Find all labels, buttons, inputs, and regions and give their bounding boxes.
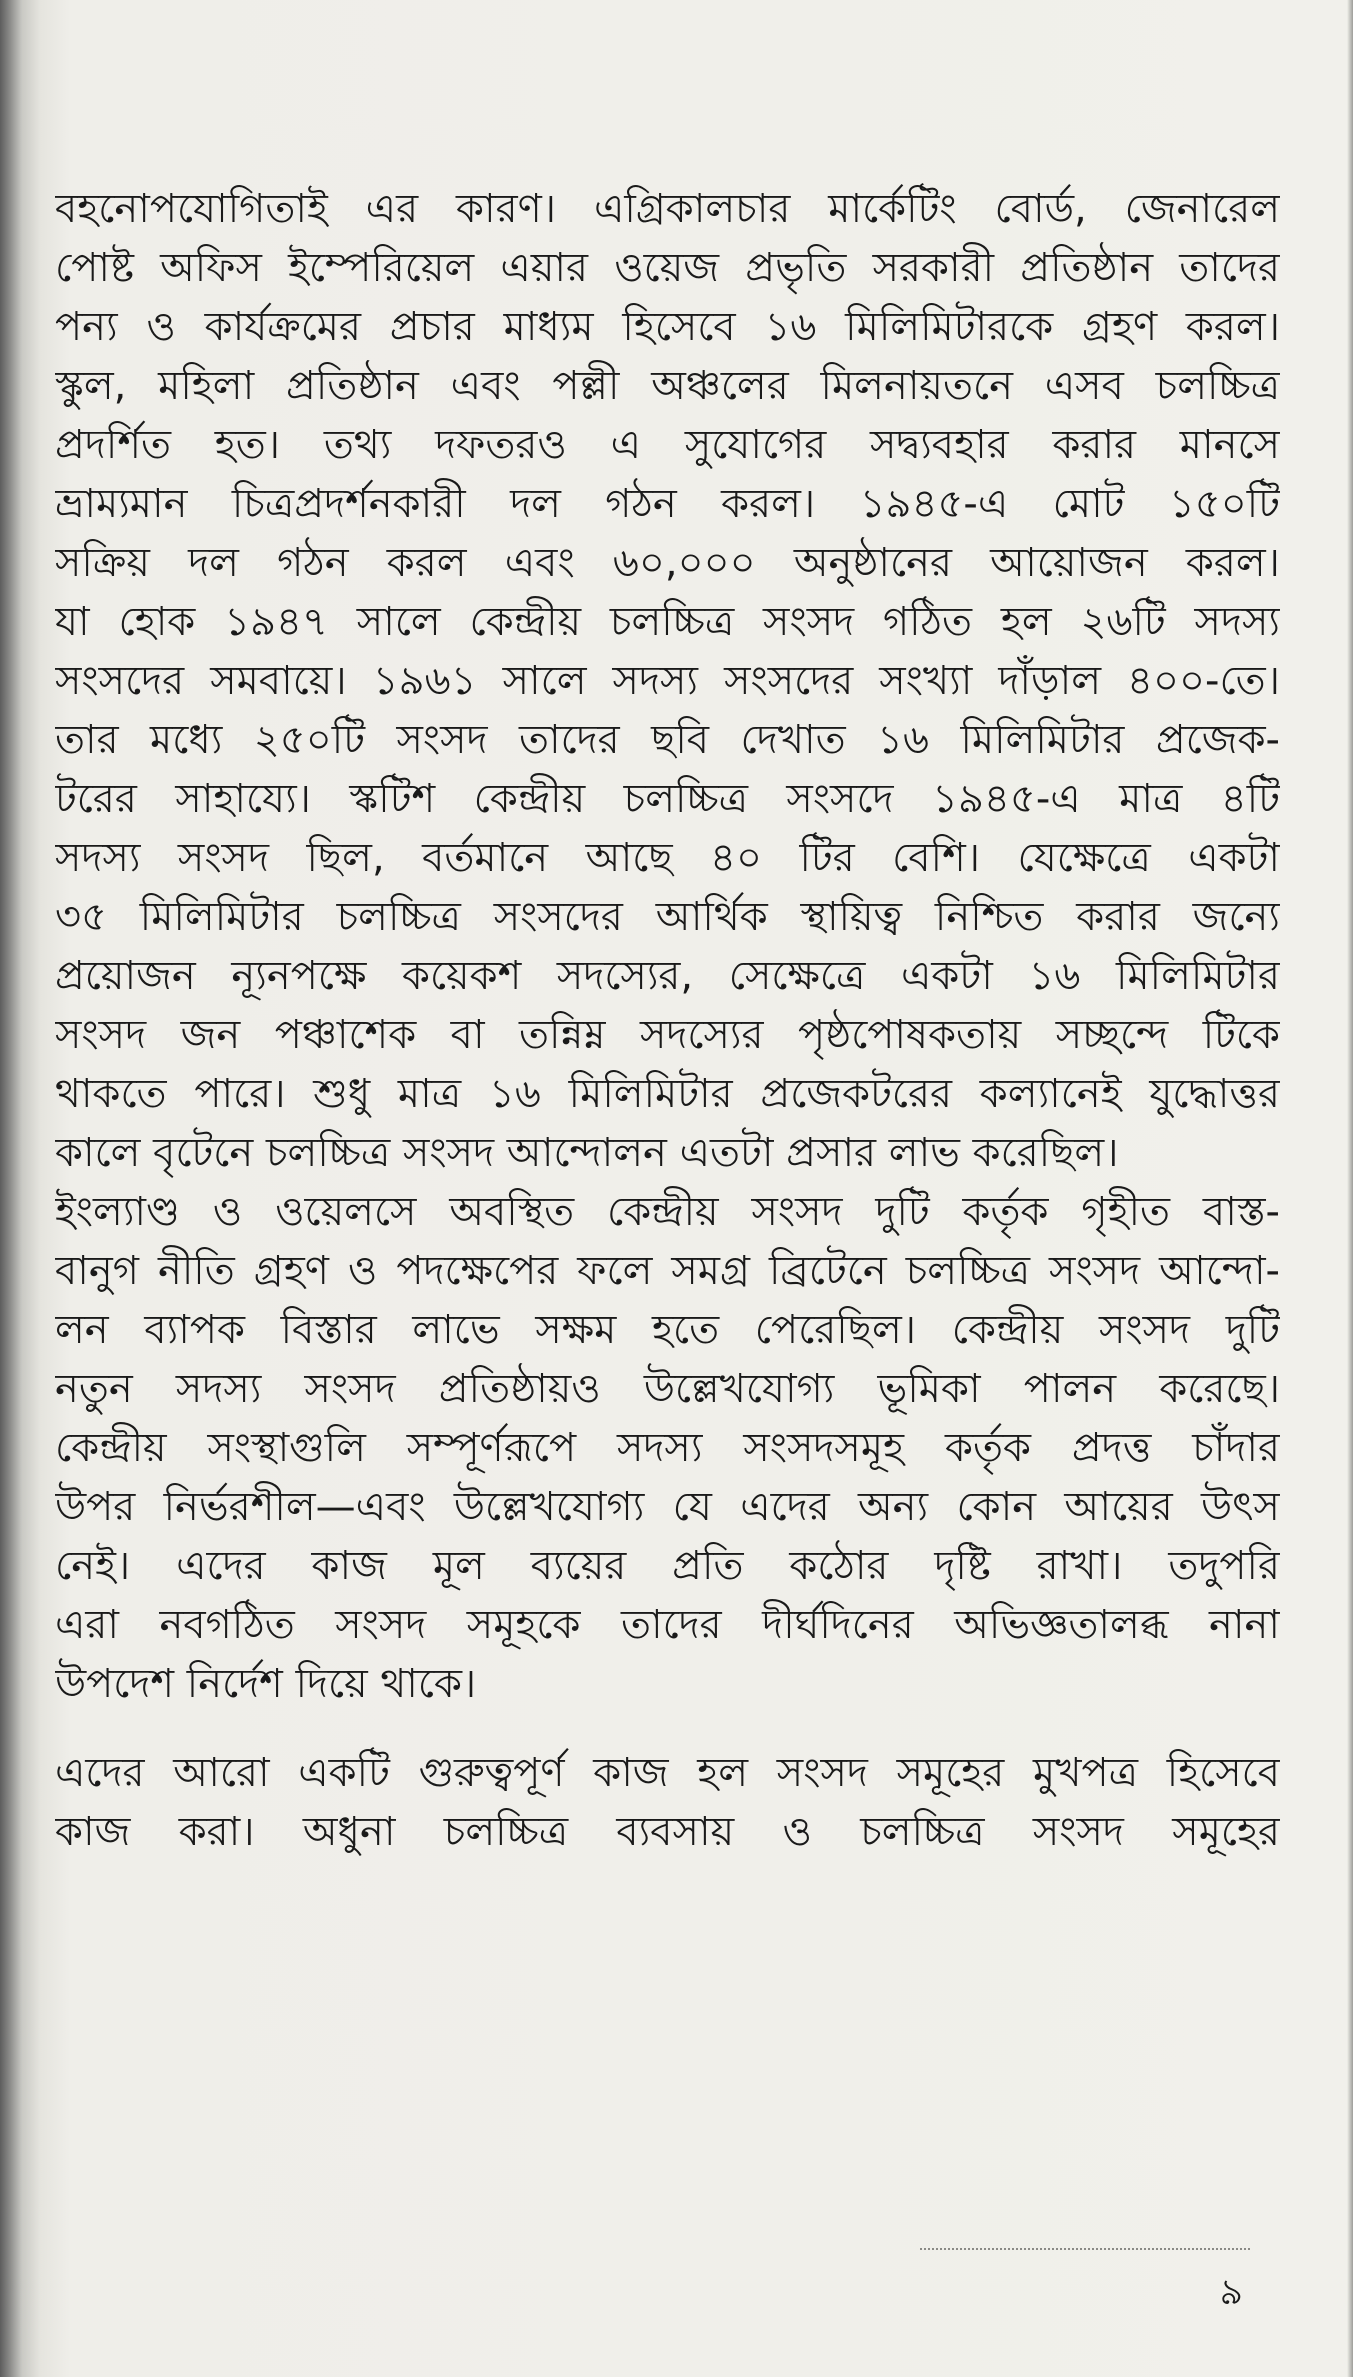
text-line: উপদেশ নির্দেশ দিয়ে থাকে।: [55, 1661, 477, 1707]
text-line: কাজ করা। অধুনা চলচ্চিত্র ব্যবসায় ও চলচ্চিত্র সংসদ সমূহের: [55, 1809, 1280, 1855]
text-line: সদস্য সংসদ ছিল, বর্তমানে আছে ৪০ টির বেশি। যেক্ষেত্রে একটা: [55, 835, 1280, 881]
text-line: পোষ্ট অফিস ইম্পেরিয়েল এয়ার ওয়েজ প্রভৃতি সরকারী প্রতিষ্ঠান তাদের: [55, 245, 1280, 291]
text-line: ৩৫ মিলিমিটার চলচ্চিত্র সংসদের আর্থিক স্থায়িত্ব নিশ্চিত করার জন্যে: [55, 894, 1280, 940]
text-line: বহনোপযোগিতাই এর কারণ। এগ্রিকালচার মার্কেটিং বোর্ড, জেনারেল: [55, 186, 1280, 232]
text-line: ভ্রাম্যমান চিত্রপ্রদর্শনকারী দল গঠন করল। ১৯৪৫-এ মোট ১৫০টি: [55, 481, 1280, 527]
text-line: টরের সাহায্যে। স্কটিশ কেন্দ্রীয় চলচ্চিত্র সংসদে ১৯৪৫-এ মাত্র ৪টি: [55, 776, 1280, 822]
text-line: কেন্দ্রীয় সংস্থাগুলি সম্পূর্ণরূপে সদস্য সংসদসমূহ কর্তৃক প্রদত্ত চাঁদার: [55, 1425, 1280, 1471]
text-line: তার মধ্যে ২৫০টি সংসদ তাদের ছবি দেখাত ১৬ মিলিমিটার প্রজেক-: [55, 717, 1280, 763]
text-line: যা হোক ১৯৪৭ সালে কেন্দ্রীয় চলচ্চিত্র সংসদ গঠিত হল ২৬টি সদস্য: [55, 599, 1280, 645]
text-line: প্রয়োজন ন্যূনপক্ষে কয়েকশ সদস্যের, সেক্ষেত্রে একটা ১৬ মিলিমিটার: [55, 953, 1280, 999]
text-line: কালে বৃটেনে চলচ্চিত্র সংসদ আন্দোলন এতটা প্রসার লাভ করেছিল।: [55, 1130, 1119, 1176]
body-text: [55, 180, 1280, 1862]
text-line: সক্রিয় দল গঠন করল এবং ৬০,০০০ অনুষ্ঠানের আয়োজন করল।: [55, 540, 1280, 586]
text-line: উপর নির্ভরশীল—এবং উল্লেখযোগ্য যে এদের অন্য কোন আয়ের উৎস: [55, 1484, 1280, 1530]
text-line: লন ব্যাপক বিস্তার লাভে সক্ষম হতে পেরেছিল। কেন্দ্রীয় সংসদ দুটি: [55, 1307, 1280, 1353]
text-line: বানুগ নীতি গ্রহণ ও পদক্ষেপের ফলে সমগ্র ব্রিটেনে চলচ্চিত্র সংসদ আন্দো-: [55, 1248, 1280, 1294]
text-line: স্কুল, মহিলা প্রতিষ্ঠান এবং পল্লী অঞ্চলের মিলনায়তনে এসব চলচ্চিত্র: [55, 363, 1280, 409]
text-line: সংসদের সমবায়ে। ১৯৬১ সালে সদস্য সংসদের সংখ্যা দাঁড়াল ৪০০-তে।: [55, 658, 1280, 704]
paragraph-1: [55, 180, 1280, 1183]
paragraph-spacing: [55, 1714, 1280, 1744]
text-line: নেই। এদের কাজ মূল ব্যয়ের প্রতি কঠোর দৃষ্টি রাখা। তদুপরি: [55, 1543, 1280, 1589]
paragraph-3: [55, 1744, 1280, 1862]
paragraph-2: [55, 1183, 1280, 1714]
text-line: প্রদর্শিত হত। তথ্য দফতরও এ সুযোগের সদ্ব্যবহার করার মানসে: [55, 422, 1280, 468]
text-line: এদের আরো একটি গুরুত্বপূর্ণ কাজ হল সংসদ সমূহের মুখপত্র হিসেবে: [55, 1750, 1280, 1796]
text-line: ইংল্যাণ্ড ও ওয়েলসে অবস্থিত কেন্দ্রীয় সংসদ দুটি কর্তৃক গৃহীত বাস্ত-: [55, 1189, 1280, 1235]
footer-divider: [920, 2248, 1250, 2250]
page-number: ৯: [1219, 2272, 1243, 2313]
text-line: থাকতে পারে। শুধু মাত্র ১৬ মিলিমিটার প্রজেকটরের কল্যানেই যুদ্ধোত্তর: [55, 1071, 1280, 1117]
text-line: পন্য ও কার্যক্রমের প্রচার মাধ্যম হিসেবে ১৬ মিলিমিটারকে গ্রহণ করল।: [55, 304, 1280, 350]
text-line: সংসদ জন পঞ্চাশেক বা তন্নিম্ন সদস্যের পৃষ্ঠপোষকতায় সচ্ছন্দে টিকে: [55, 1012, 1280, 1058]
text-line: নতুন সদস্য সংসদ প্রতিষ্ঠায়ও উল্লেখযোগ্য ভূমিকা পালন করেছে।: [55, 1366, 1280, 1412]
text-line: এরা নবগঠিত সংসদ সমূহকে তাদের দীর্ঘদিনের অভিজ্ঞতালব্ধ নানা: [55, 1602, 1280, 1648]
